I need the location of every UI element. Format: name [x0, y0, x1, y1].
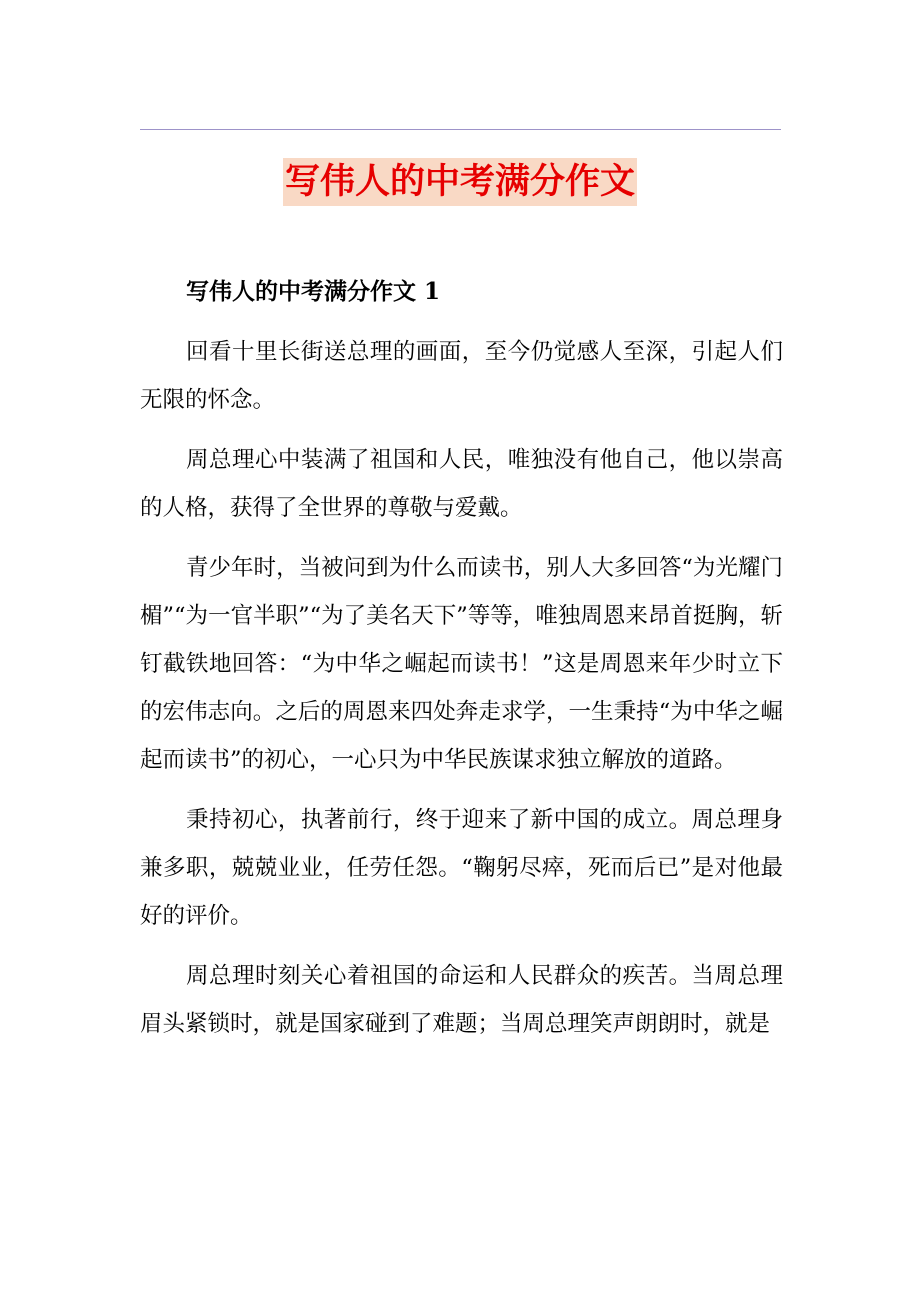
header-divider: [140, 129, 781, 130]
paragraph-1: 回看十里长街送总理的画面，至今仍觉感人至深，引起人们无限的怀念。: [140, 339, 783, 413]
paragraph-4: 秉持初心，执著前行，终于迎来了新中国的成立。周总理身兼多职，兢兢业业，任劳任怨。“鞠躬尽瘁，死而后已”是对他最好的评价。: [140, 807, 783, 929]
paragraph-5: 周总理时刻关心着祖国的命运和人民群众的疾苦。当周总理眉头紧锁时，就是国家碰到了难题；当周总理笑声朗朗时，就是: [140, 963, 783, 1037]
title-container: [0, 158, 920, 206]
document-title: 写伟人的中考满分作文: [283, 158, 637, 206]
paragraph-2: 周总理心中装满了祖国和人民，唯独没有他自己，他以崇高的人格，获得了全世界的尊敬与爱戴。: [140, 447, 783, 521]
document-body: [140, 268, 783, 1060]
paragraph-3: 青少年时，当被问到为什么而读书，别人大多回答“为光耀门楣”“为一官半职”“为了美名天下”等等，唯独周恩来昂首挺胸，斩钉截铁地回答：“为中华之崛起而读书！”这是周恩来年少时立下的宏伟志向。之后的周恩来四处奔走求学，一生秉持“为中华之崛起而读书”的初心，一心只为中华民族谋求独立解放的道路。: [140, 555, 783, 773]
section-heading: 写伟人的中考满分作文 1: [186, 278, 441, 305]
